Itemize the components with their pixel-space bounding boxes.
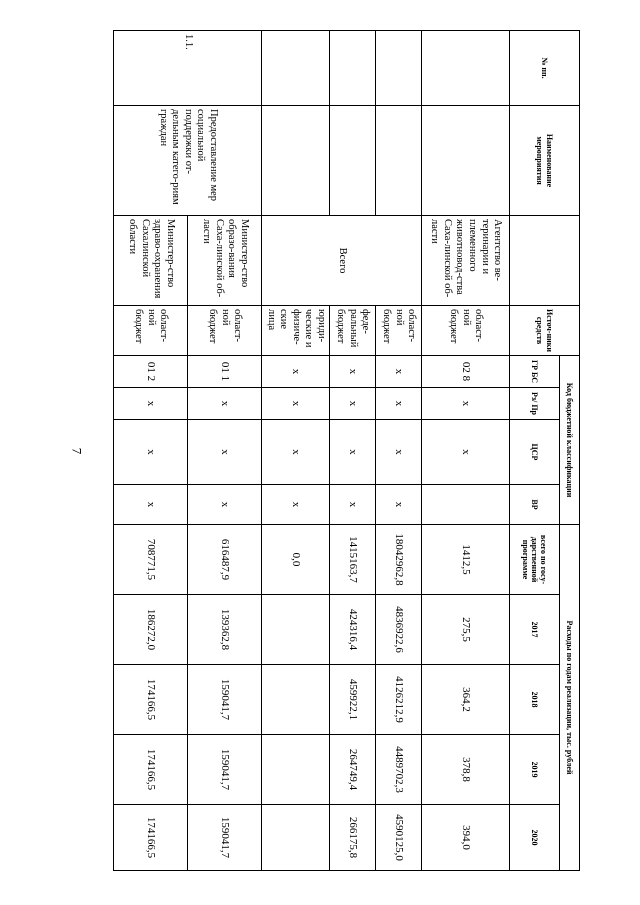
cell-name <box>422 106 510 216</box>
cell-rzpr: х <box>114 388 188 420</box>
cell-rzpr: х <box>188 388 262 420</box>
cell-2017: 186272,0 <box>114 595 188 665</box>
header-no: № пп. <box>510 31 580 106</box>
cell-total: 1415163,7 <box>330 525 376 595</box>
cell-rzpr: х <box>330 388 376 420</box>
header-2017: 2017 <box>510 595 560 665</box>
cell-grbs: х <box>330 356 376 388</box>
cell-2017: 4836922,6 <box>376 595 422 665</box>
header-grbs: ГР БС <box>510 356 560 388</box>
cell-grbs: 01 1 <box>188 356 262 388</box>
cell-executor: Агентство ве-теринарии и племенного животновод-ства Саха-линской об-ласти <box>422 216 510 306</box>
table-row <box>376 31 422 871</box>
cell-vr: х <box>376 485 422 525</box>
table-row <box>188 31 262 871</box>
cell-2019: 159041,7 <box>188 735 262 805</box>
cell-total: 616487,9 <box>188 525 262 595</box>
cell-total: 1412,5 <box>422 525 510 595</box>
header-expenses-group: Расходы по годам реализации, тыс. рублей <box>560 525 580 871</box>
cell-csr: х <box>114 420 188 485</box>
header-2018: 2018 <box>510 665 560 735</box>
cell-rzpr: х <box>262 388 330 420</box>
table-row <box>422 31 510 871</box>
header-2019: 2019 <box>510 735 560 805</box>
cell-2019: 264749,4 <box>330 735 376 805</box>
header-executor <box>510 216 580 306</box>
cell-name <box>376 106 422 216</box>
cell-vr: х <box>114 485 188 525</box>
cell-grbs: х <box>262 356 330 388</box>
cell-2020: 266175,8 <box>330 805 376 871</box>
table-body <box>114 31 510 871</box>
header-csr: ЦСР <box>510 420 560 485</box>
cell-source: област-ной бюджет <box>376 306 422 356</box>
table-row <box>262 31 330 871</box>
header-name: Наименование мероприятия <box>510 106 580 216</box>
cell-2017 <box>262 595 330 665</box>
cell-csr: х <box>188 420 262 485</box>
header-total: всего по госу-дарственной программе <box>510 525 560 595</box>
cell-2018: 4126212,9 <box>376 665 422 735</box>
budget-table-container <box>120 30 580 870</box>
cell-total: 708771,5 <box>114 525 188 595</box>
cell-2017: 139362,8 <box>188 595 262 665</box>
cell-total: 18042962,8 <box>376 525 422 595</box>
cell-executor: Министер-ство образо-вания Саха-линской об-ласти <box>188 216 262 306</box>
cell-csr: х <box>262 420 330 485</box>
header-source: Источ-ники средств <box>510 306 580 356</box>
cell-source: област-ной бюджет <box>188 306 262 356</box>
cell-source: област-ной бюджет <box>422 306 510 356</box>
cell-executor: Министер-ство здраво-охранения Сахалинской области <box>114 216 188 306</box>
cell-csr: х <box>422 420 510 485</box>
cell-2018: 459922,1 <box>330 665 376 735</box>
cell-2020: 4590125,0 <box>376 805 422 871</box>
cell-2020 <box>262 805 330 871</box>
cell-no: 1.1. <box>114 31 262 106</box>
cell-2020: 394,0 <box>422 805 510 871</box>
cell-name <box>330 106 376 216</box>
cell-no <box>262 31 330 106</box>
cell-2019 <box>262 735 330 805</box>
header-kbk-group: Код бюджетной классификации <box>560 356 580 525</box>
cell-2018: 159041,7 <box>188 665 262 735</box>
cell-grbs: х <box>376 356 422 388</box>
cell-2020: 174166,5 <box>114 805 188 871</box>
cell-grbs: 01 2 <box>114 356 188 388</box>
cell-csr: х <box>376 420 422 485</box>
budget-table <box>113 30 580 871</box>
cell-grbs: 02 8 <box>422 356 510 388</box>
cell-rzpr: х <box>376 388 422 420</box>
cell-2018: 364,2 <box>422 665 510 735</box>
cell-2019: 378,8 <box>422 735 510 805</box>
cell-rzpr: х <box>422 388 510 420</box>
cell-2018: 174166,5 <box>114 665 188 735</box>
cell-source: област-ной бюджет <box>114 306 188 356</box>
cell-name: Предоставление мер социальной поддержки от-дельным катего-риям граждан <box>114 106 262 216</box>
cell-vr <box>422 485 510 525</box>
cell-no <box>422 31 510 106</box>
cell-2019: 4489702,3 <box>376 735 422 805</box>
cell-csr: х <box>330 420 376 485</box>
cell-total: 0,0 <box>262 525 330 595</box>
cell-2017: 424316,4 <box>330 595 376 665</box>
cell-vr: х <box>188 485 262 525</box>
page-number: 7 <box>69 447 85 455</box>
cell-name <box>262 106 330 216</box>
cell-no <box>330 31 376 106</box>
cell-source: феде-ральный бюджет <box>330 306 376 356</box>
cell-2020: 159041,7 <box>188 805 262 871</box>
header-vr: ВР <box>510 485 560 525</box>
cell-vr: х <box>330 485 376 525</box>
header-rzpr: Рз/ Пр <box>510 388 560 420</box>
header-2020: 2020 <box>510 805 560 871</box>
table-row <box>330 31 376 871</box>
cell-2017: 275,5 <box>422 595 510 665</box>
cell-no <box>376 31 422 106</box>
cell-executor: Всего <box>262 216 422 306</box>
cell-source: юриди-ческие и физиче-ские лица <box>262 306 330 356</box>
cell-2018 <box>262 665 330 735</box>
cell-2019: 174166,5 <box>114 735 188 805</box>
cell-vr: х <box>262 485 330 525</box>
